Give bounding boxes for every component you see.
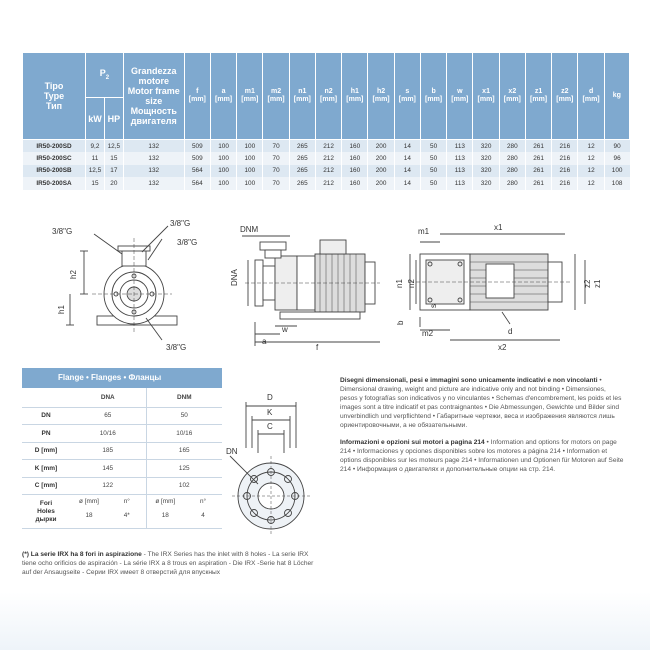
spec-row <box>23 177 630 190</box>
dim-header-n1: n1 [mm] <box>289 53 315 140</box>
spec-value-cell: 113 <box>447 165 473 178</box>
spec-value-cell: 100 <box>237 165 263 178</box>
spec-value-cell: 216 <box>552 177 578 190</box>
flange-row <box>22 425 222 443</box>
spec-value-cell: 11 <box>86 152 105 165</box>
pump-top-view-drawing <box>390 212 630 362</box>
spec-value-cell: 132 <box>123 165 184 178</box>
spec-value-cell: 70 <box>263 152 289 165</box>
dim-header-d: d [mm] <box>578 53 604 140</box>
drawing-label-x1: x1 <box>494 223 503 232</box>
spec-value-cell: 12,5 <box>104 140 123 153</box>
spec-value-cell: 113 <box>447 177 473 190</box>
spec-value-cell: 212 <box>315 140 341 153</box>
spec-value-cell: 50 <box>420 140 446 153</box>
drawing-label-dna: DNA <box>230 269 239 286</box>
spec-value-cell: 200 <box>368 140 394 153</box>
drawing-label-m2: m2 <box>422 329 434 338</box>
spec-model-cell: IR50-200SD <box>23 140 86 153</box>
dim-header-b: b [mm] <box>420 53 446 140</box>
pump-front-view-drawing <box>22 212 222 362</box>
spec-value-cell: 160 <box>342 165 368 178</box>
pump-side-view-drawing <box>220 212 390 362</box>
flange-table <box>22 388 222 529</box>
flange-row <box>22 460 222 478</box>
spec-value-cell: 509 <box>184 140 210 153</box>
spec-value-cell: 320 <box>473 140 499 153</box>
drawing-label-z2: z2 <box>583 279 592 288</box>
spec-value-cell: 50 <box>420 177 446 190</box>
spec-value-cell: 216 <box>552 140 578 153</box>
spec-value-cell: 12,5 <box>86 165 105 178</box>
spec-value-cell: 96 <box>604 152 629 165</box>
flange-dna-value: 185 <box>70 442 146 460</box>
spec-value-cell: 70 <box>263 177 289 190</box>
type-header: Tipo Type Тип <box>23 53 86 140</box>
dim-header-h1: h1 [mm] <box>342 53 368 140</box>
dim-header-a: a [mm] <box>210 53 236 140</box>
flange-panel <box>22 368 222 529</box>
drawing-label-f: f <box>316 343 319 352</box>
spec-value-cell: 212 <box>315 152 341 165</box>
flange-row <box>22 477 222 495</box>
spec-value-cell: 200 <box>368 177 394 190</box>
spec-value-cell: 50 <box>420 165 446 178</box>
spec-value-cell: 100 <box>237 152 263 165</box>
flange-row-label: DN <box>22 407 70 425</box>
drawing-label-h2: h2 <box>69 270 78 279</box>
spec-value-cell: 132 <box>123 152 184 165</box>
spec-value-cell: 280 <box>499 177 525 190</box>
spec-value-cell: 100 <box>210 152 236 165</box>
flange-dna-value: 65 <box>70 407 146 425</box>
spec-value-cell: 160 <box>342 152 368 165</box>
spec-value-cell: 70 <box>263 165 289 178</box>
spec-value-cell: 132 <box>123 177 184 190</box>
spec-value-cell: 261 <box>525 152 551 165</box>
spec-value-cell: 100 <box>210 177 236 190</box>
drawing-label-w: w <box>282 325 288 334</box>
spec-value-cell: 216 <box>552 152 578 165</box>
spec-model-cell: IR50-200SB <box>23 165 86 178</box>
spec-row <box>23 152 630 165</box>
dim-header-z2: z2 [mm] <box>552 53 578 140</box>
spec-value-cell: 261 <box>525 165 551 178</box>
flange-row-label: PN <box>22 425 70 443</box>
drawing-label-x2: x2 <box>498 343 507 352</box>
drawing-label-g1: 3/8"G <box>52 227 73 236</box>
flange-row-label: K [mm] <box>22 460 70 478</box>
spec-value-cell: 200 <box>368 165 394 178</box>
dim-header-m2: m2 [mm] <box>263 53 289 140</box>
flange-row-label: C [mm] <box>22 477 70 495</box>
drawing-label-a: a <box>262 337 267 346</box>
drawing-label-s: s <box>429 304 438 308</box>
drawing-label-g3: 3/8"G <box>177 238 198 247</box>
flange-label-dn: DN <box>226 447 238 456</box>
flange-holes-dia-dnm: 18 <box>161 512 169 519</box>
dim-header-h2: h2 [mm] <box>368 53 394 140</box>
flange-holes-dia-dnm-label: ø [mm] <box>155 498 176 505</box>
flange-holes-n-dna: 4* <box>123 512 130 519</box>
spec-value-cell: 14 <box>394 140 420 153</box>
spec-value-cell: 15 <box>86 177 105 190</box>
spec-value-cell: 90 <box>604 140 629 153</box>
dim-header-x2: x2 [mm] <box>499 53 525 140</box>
flange-col-dnm: DNM <box>146 388 222 407</box>
p2-header: $P_2$ <box>86 53 124 98</box>
spec-model-cell: IR50-200SC <box>23 152 86 165</box>
spec-value-cell: 108 <box>604 177 629 190</box>
spec-value-cell: 564 <box>184 177 210 190</box>
spec-value-cell: 509 <box>184 152 210 165</box>
spec-value-cell: 212 <box>315 177 341 190</box>
spec-value-cell: 261 <box>525 140 551 153</box>
flange-row <box>22 407 222 425</box>
drawing-label-n2: n2 <box>407 279 416 288</box>
drawing-label-h1: h1 <box>57 305 66 314</box>
spec-value-cell: 100 <box>210 165 236 178</box>
spec-value-cell: 12 <box>578 140 604 153</box>
spec-value-cell: 15 <box>104 152 123 165</box>
spec-value-cell: 14 <box>394 152 420 165</box>
flange-col-dna: DNA <box>70 388 146 407</box>
flange-dna-value: 122 <box>70 477 146 495</box>
flange-holes-dia-dna-label: ø [mm] <box>79 498 99 505</box>
flange-dna-value: 10/16 <box>70 425 146 443</box>
spec-value-cell: 100 <box>237 140 263 153</box>
spec-value-cell: 100 <box>210 140 236 153</box>
spec-value-cell: 113 <box>447 140 473 153</box>
flange-dnm-value: 10/16 <box>146 425 222 443</box>
spec-value-cell: 20 <box>104 177 123 190</box>
drawing-label-z1: z1 <box>593 279 602 288</box>
spec-value-cell: 280 <box>499 165 525 178</box>
flange-holes-n-dnm: 4 <box>201 512 205 519</box>
spec-row <box>23 165 630 178</box>
flange-title: Flange • Flanges • Фланцы <box>22 368 222 388</box>
page-bottom-background <box>0 592 650 650</box>
flange-dna-value: 145 <box>70 460 146 478</box>
spec-value-cell: 9,2 <box>86 140 105 153</box>
drawing-label-m1: m1 <box>418 227 430 236</box>
spec-value-cell: 160 <box>342 140 368 153</box>
dim-header-z1: z1 [mm] <box>525 53 551 140</box>
spec-value-cell: 70 <box>263 140 289 153</box>
spec-model-cell: IR50-200SA <box>23 177 86 190</box>
dim-header-w: w [mm] <box>447 53 473 140</box>
flange-label-k: K <box>267 408 273 417</box>
spec-value-cell: 14 <box>394 165 420 178</box>
flange-drawing <box>226 388 316 548</box>
spec-value-cell: 12 <box>578 152 604 165</box>
flange-dnm-value: 102 <box>146 477 222 495</box>
flange-holes-label: Fori Holes дырки <box>22 495 70 529</box>
spec-value-cell: 14 <box>394 177 420 190</box>
drawing-label-n1: n1 <box>395 279 404 288</box>
spec-value-cell: 12 <box>578 177 604 190</box>
dim-header-m1: m1 [mm] <box>237 53 263 140</box>
flange-row <box>22 442 222 460</box>
kw-header: kW <box>86 98 105 140</box>
spec-value-cell: 100 <box>237 177 263 190</box>
spec-value-cell: 261 <box>525 177 551 190</box>
weight-header: kg <box>604 53 629 140</box>
spec-value-cell: 132 <box>123 140 184 153</box>
drawing-label-d: d <box>508 327 513 336</box>
spec-value-cell: 212 <box>315 165 341 178</box>
spec-value-cell: 265 <box>289 152 315 165</box>
hp-header: HP <box>104 98 123 140</box>
spec-value-cell: 17 <box>104 165 123 178</box>
flange-holes-n-dna-label: n° <box>123 498 130 505</box>
dim-header-n2: n2 [mm] <box>315 53 341 140</box>
dim-header-x1: x1 [mm] <box>473 53 499 140</box>
flange-row-label: D [mm] <box>22 442 70 460</box>
spec-value-cell: 200 <box>368 152 394 165</box>
flange-dnm-value: 50 <box>146 407 222 425</box>
spec-value-cell: 564 <box>184 165 210 178</box>
spec-table <box>22 52 630 190</box>
spec-value-cell: 100 <box>604 165 629 178</box>
flange-label-d: D <box>267 393 273 402</box>
spec-value-cell: 320 <box>473 165 499 178</box>
flange-holes-dia-dna: 18 <box>85 512 93 519</box>
dim-header-f: f [mm] <box>184 53 210 140</box>
spec-value-cell: 265 <box>289 177 315 190</box>
flange-label-c: C <box>267 422 273 431</box>
flange-holes-n-dnm-label: n° <box>199 498 207 505</box>
drawing-label-dnm: DNM <box>240 225 259 234</box>
spec-value-cell: 320 <box>473 177 499 190</box>
spec-value-cell: 265 <box>289 140 315 153</box>
spec-value-cell: 12 <box>578 165 604 178</box>
dimension-disclaimer: Disegni dimensionali, pesi e immagini sono unicamente indicativi e non vincolanti • Dimensional drawing, weight and picture are indicative only and not binding • Dimensiones, pesos y fotografías son indicativos y no vinculantes • Schemas d'encombrement, les poids et les images sont a titre indicatif et pas contraignantes • Die Abmessungen, Gewichte und Bilder sind unverbindlich und verpflichtend • Габаритные чертежи, веса и изображения являются лишь ориентировочными, а не обязательными. <box>340 377 622 429</box>
spec-value-cell: 280 <box>499 140 525 153</box>
irx-series-note: (*) La serie IRX ha 8 fori in aspirazione - The IRX Series has the inlet with 8 holes - La serie IRX tiene ocho orificios de aspiración - La série IRX a 8 trous en aspiration - Die IRX -Serie hat 8 Löcher auf der Ansaugseite - Серии IRX имеет 8 отверстий для впускных <box>22 551 314 576</box>
spec-value-cell: 160 <box>342 177 368 190</box>
spec-value-cell: 280 <box>499 152 525 165</box>
spec-value-cell: 113 <box>447 152 473 165</box>
notes-block <box>340 376 624 482</box>
dim-header-s: s [mm] <box>394 53 420 140</box>
spec-value-cell: 265 <box>289 165 315 178</box>
drawing-label-b: b <box>396 320 405 325</box>
flange-dnm-value: 125 <box>146 460 222 478</box>
drawing-label-g2: 3/8"G <box>170 219 191 228</box>
spec-value-cell: 216 <box>552 165 578 178</box>
motor-frame-header: Grandezza motore Motor frame size Мощность двигателя <box>123 53 184 140</box>
drawing-label-g4: 3/8"G <box>166 343 187 352</box>
spec-row <box>23 140 630 153</box>
spec-value-cell: 50 <box>420 152 446 165</box>
spec-value-cell: 320 <box>473 152 499 165</box>
motor-info-note: Informazioni e opzioni sui motori a pagina 214 • Information and options for motors on page 214 • Informaciones y opciones disponibles sobre los motores a página 214 • Information et options disponibles sur les moteurs page 214 • Informationen und Optionen für Motoren auf Seite 214 • Информация о двигателях и дополнительные опции на стр. 214. <box>340 439 624 473</box>
flange-dnm-value: 165 <box>146 442 222 460</box>
